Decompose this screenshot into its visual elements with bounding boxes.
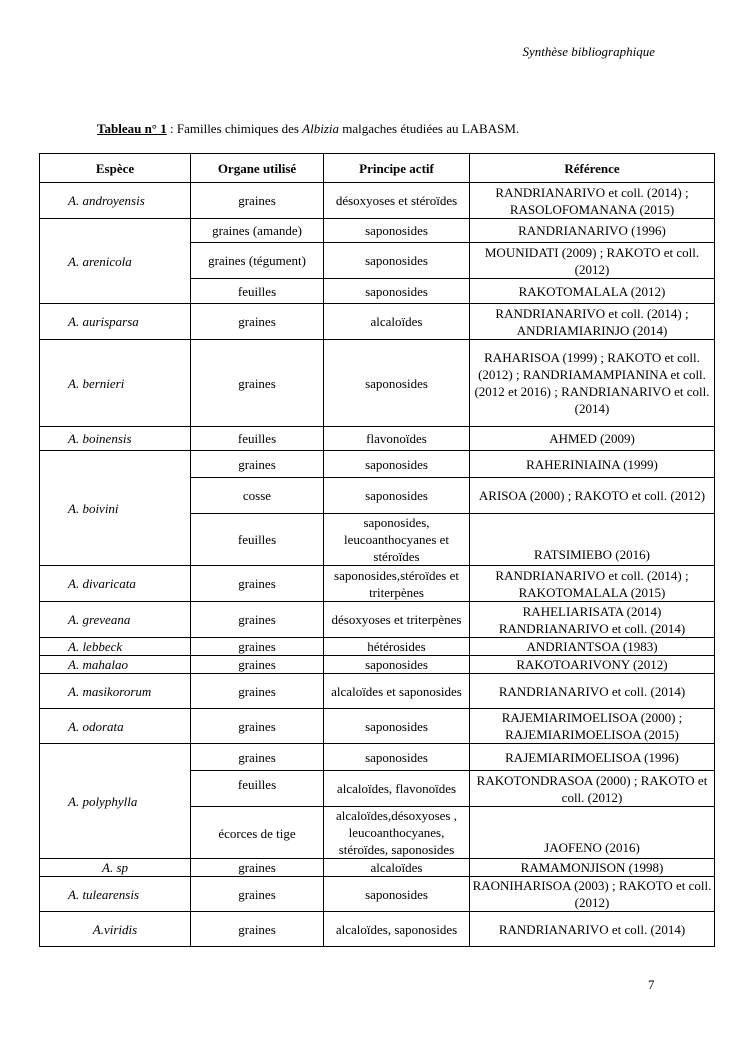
active-principle-cell: saponosides <box>324 279 470 304</box>
reference-cell: RANDRIANARIVO et coll. (2014) ; ANDRIAMIARINJO (2014) <box>470 304 715 340</box>
active-principle-cell: désoxyoses et stéroïdes <box>324 183 470 219</box>
table-row <box>40 877 715 912</box>
active-principle-cell: alcaloïdes <box>324 859 470 877</box>
caption-genus: Albizia <box>302 121 339 136</box>
header-active-principle: Principe actif <box>324 154 470 183</box>
reference-cell: RAKOTONDRASOA (2000) ; RAKOTO et coll. (2012) <box>470 771 715 807</box>
active-principle-cell: désoxyoses et triterpènes <box>324 602 470 638</box>
species-cell: A. sp <box>40 859 191 877</box>
reference-cell: RAKOTOARIVONY (2012) <box>470 656 715 674</box>
table-row <box>40 427 715 451</box>
species-cell: A.viridis <box>40 912 191 947</box>
active-principle-cell: alcaloïdes, flavonoïdes <box>324 771 470 807</box>
reference-cell: RANDRIANARIVO (1996) <box>470 219 715 243</box>
active-principle-cell: flavonoïdes <box>324 427 470 451</box>
active-principle-cell: saponosides <box>324 219 470 243</box>
species-cell: A. divaricata <box>40 566 191 602</box>
active-principle-cell: alcaloïdes, saponosides <box>324 912 470 947</box>
reference-cell: RAHELIARISATA (2014) RANDRIANARIVO et coll. (2014) <box>470 602 715 638</box>
table-row <box>40 340 715 427</box>
table-row <box>40 744 715 771</box>
table-row <box>40 638 715 656</box>
active-principle-cell: saponosides, leucoanthocyanes et stéroïdes <box>324 514 470 566</box>
page-number: 7 <box>648 977 655 992</box>
organ-cell: graines <box>191 674 324 709</box>
header-species: Espèce <box>40 154 191 183</box>
species-cell: A. lebbeck <box>40 638 191 656</box>
organ-cell: graines <box>191 602 324 638</box>
organ-cell: graines <box>191 183 324 219</box>
active-principle-cell: alcaloïdes et saponosides <box>324 674 470 709</box>
reference-cell: ANDRIANTSOA (1983) <box>470 638 715 656</box>
table-row <box>40 566 715 602</box>
organ-cell: graines <box>191 656 324 674</box>
organ-cell: graines <box>191 859 324 877</box>
reference-cell: RAJEMIARIMOELISOA (1996) <box>470 744 715 771</box>
table-caption <box>97 121 519 137</box>
organ-cell: graines <box>191 709 324 744</box>
reference-cell: RANDRIANARIVO et coll. (2014) ; RAKOTOMALALA (2015) <box>470 566 715 602</box>
active-principle-cell: saponosides <box>324 744 470 771</box>
organ-cell: graines <box>191 451 324 478</box>
caption-label: Tableau n° 1 <box>97 121 167 136</box>
table-row <box>40 709 715 744</box>
organ-cell: feuilles <box>191 427 324 451</box>
active-principle-cell: saponosides <box>324 709 470 744</box>
running-header: Synthèse bibliographique <box>522 44 655 59</box>
organ-cell: graines <box>191 340 324 427</box>
species-cell: A. polyphylla <box>40 744 191 859</box>
reference-cell: RAHERINIAINA (1999) <box>470 451 715 478</box>
species-cell: A. boinensis <box>40 427 191 451</box>
organ-cell: graines <box>191 304 324 340</box>
organ-cell: cosse <box>191 478 324 514</box>
table-row <box>40 912 715 947</box>
reference-cell: JAOFENO (2016) <box>470 807 715 859</box>
reference-cell: RATSIMIEBO (2016) <box>470 514 715 566</box>
species-cell: A. arenicola <box>40 219 191 304</box>
species-cell: A. androyensis <box>40 183 191 219</box>
species-cell: A. tulearensis <box>40 877 191 912</box>
reference-cell: RANDRIANARIVO et coll. (2014) ; RASOLOFOMANANA (2015) <box>470 183 715 219</box>
organ-cell: graines (tégument) <box>191 243 324 279</box>
reference-cell: RAJEMIARIMOELISOA (2000) ; RAJEMIARIMOELISOA (2015) <box>470 709 715 744</box>
organ-cell: graines <box>191 744 324 771</box>
species-cell: A. boivini <box>40 451 191 566</box>
active-principle-cell: saponosides <box>324 656 470 674</box>
caption-text-before: : Familles chimiques des <box>166 121 303 136</box>
active-principle-cell: hétérosides <box>324 638 470 656</box>
table-row <box>40 304 715 340</box>
reference-cell: RANDRIANARIVO et coll. (2014) <box>470 912 715 947</box>
active-principle-cell: saponosides <box>324 451 470 478</box>
table-row <box>40 859 715 877</box>
organ-cell: graines <box>191 912 324 947</box>
species-cell: A. masikororum <box>40 674 191 709</box>
species-cell: A. aurisparsa <box>40 304 191 340</box>
reference-cell: AHMED (2009) <box>470 427 715 451</box>
reference-cell: MOUNIDATI (2009) ; RAKOTO et coll. (2012) <box>470 243 715 279</box>
reference-cell: RANDRIANARIVO et coll. (2014) <box>470 674 715 709</box>
table-row <box>40 602 715 638</box>
active-principle-cell: saponosides <box>324 243 470 279</box>
organ-cell: écorces de tige <box>191 807 324 859</box>
reference-cell: RAMAMONJISON (1998) <box>470 859 715 877</box>
table-row <box>40 183 715 219</box>
chemical-families-table <box>39 153 715 947</box>
reference-cell: ARISOA (2000) ; RAKOTO et coll. (2012) <box>470 478 715 514</box>
active-principle-cell: alcaloïdes,désoxyoses , leucoanthocyanes, stéroïdes, saponosides <box>324 807 470 859</box>
reference-cell: RAONIHARISOA (2003) ; RAKOTO et coll. (2012) <box>470 877 715 912</box>
organ-cell: feuilles <box>191 771 324 807</box>
table-row <box>40 219 715 243</box>
reference-cell: RAKOTOMALALA (2012) <box>470 279 715 304</box>
active-principle-cell: saponosides <box>324 340 470 427</box>
table-row <box>40 656 715 674</box>
active-principle-cell: alcaloïdes <box>324 304 470 340</box>
active-principle-cell: saponosides <box>324 877 470 912</box>
organ-cell: graines <box>191 566 324 602</box>
organ-cell: graines (amande) <box>191 219 324 243</box>
caption-text-after: malgaches étudiées au LABASM. <box>339 121 520 136</box>
organ-cell: graines <box>191 638 324 656</box>
species-cell: A. mahalao <box>40 656 191 674</box>
species-cell: A. odorata <box>40 709 191 744</box>
active-principle-cell: saponosides,stéroïdes et triterpènes <box>324 566 470 602</box>
table-row <box>40 674 715 709</box>
table-row <box>40 451 715 478</box>
species-cell: A. greveana <box>40 602 191 638</box>
organ-cell: feuilles <box>191 514 324 566</box>
header-reference: Référence <box>470 154 715 183</box>
organ-cell: feuilles <box>191 279 324 304</box>
active-principle-cell: saponosides <box>324 478 470 514</box>
table-header-row <box>40 154 715 183</box>
species-cell: A. bernieri <box>40 340 191 427</box>
reference-cell: RAHARISOA (1999) ; RAKOTO et coll. (2012) ; RANDRIAMAMPIANINA et coll. (2012 et 2016) ; RANDRIANARIVO et coll. (2014) <box>470 340 715 427</box>
organ-cell: graines <box>191 877 324 912</box>
header-organ: Organe utilisé <box>191 154 324 183</box>
